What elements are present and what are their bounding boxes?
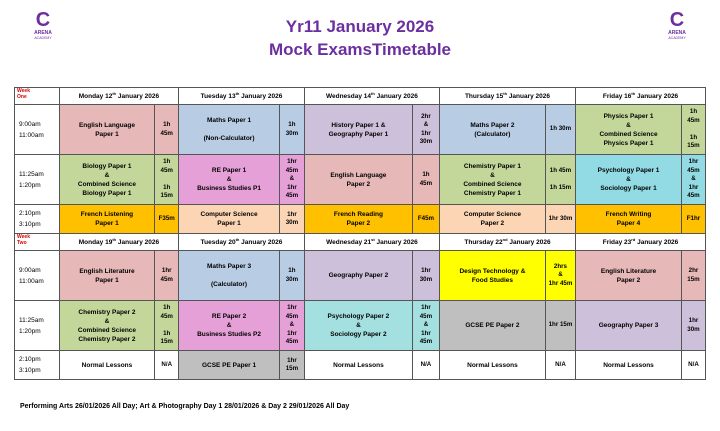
logo-subtext: ACADEMY (668, 36, 686, 40)
cell-line: 2hr (688, 267, 699, 274)
cell-line: Chemistry Paper 2 (78, 335, 136, 343)
exam-duration (682, 205, 706, 234)
cell-line: Chemistry Paper 2 (78, 308, 136, 316)
cell-line: 2hr (421, 112, 431, 120)
cell-line: 1hr (688, 317, 699, 324)
exam-duration (682, 251, 706, 301)
day-suffix: rd (631, 237, 636, 243)
cell-line: Paper 2 (616, 276, 641, 284)
cell-line: Biology Paper 1 (82, 162, 132, 170)
day-month: January 2026 (239, 93, 283, 101)
exam-duration (279, 301, 304, 351)
cell-line: Normal Lessons (467, 361, 518, 369)
exam-duration (279, 351, 304, 380)
logo-text: ARENA (34, 30, 52, 36)
cell-line: English Language (330, 171, 387, 179)
time-cell (15, 155, 60, 205)
day-suffix: th (371, 91, 375, 97)
logo-mark: C (35, 9, 51, 31)
cell-line: & (356, 322, 361, 329)
exam-subject (576, 155, 682, 205)
cell-line: F1hr (686, 214, 701, 222)
cell-line: N/A (688, 360, 699, 368)
cell-line: GCSE PE Paper 2 (465, 322, 520, 329)
cell-line: 45m (285, 312, 299, 320)
cell-line: One (17, 94, 27, 100)
cell-line: 11:25am (19, 316, 44, 324)
cell-line: 15m (160, 192, 173, 200)
week-header-row (15, 88, 706, 105)
cell-line: 30m (285, 275, 299, 283)
exam-duration (155, 205, 179, 234)
day-suffix: th (503, 91, 508, 97)
cell-line: 2hrs (553, 262, 567, 270)
cell-line: 1hr (421, 267, 431, 274)
exam-duration (155, 251, 179, 301)
exam-subject (179, 155, 280, 205)
exam-subject (439, 351, 545, 380)
cell-line: Two (17, 240, 27, 246)
day-header (576, 88, 706, 105)
exam-subject (576, 301, 682, 351)
cell-line: 3:10pm (19, 367, 41, 374)
exam-subject (59, 351, 155, 380)
cell-line: 30m (419, 275, 433, 283)
cell-line: RE Paper 2 (211, 313, 247, 320)
cell-line: 30m (419, 138, 433, 145)
cell-line: & (289, 175, 295, 183)
cell-line: 1hr 30m (548, 214, 573, 222)
day-month: January 2026 (374, 239, 418, 247)
exam-duration (412, 155, 439, 205)
cell-line: N/A (161, 360, 173, 368)
cell-line: Paper 1 (95, 220, 119, 227)
cell-line: Combined Science (599, 130, 658, 138)
cell-line: 11:00am (19, 277, 44, 285)
exam-subject (439, 301, 545, 351)
logo-text: ARENA (668, 30, 686, 36)
cell-line: 1h (163, 183, 171, 191)
cell-line: 1h (689, 133, 698, 141)
cell-line: 45m (419, 179, 433, 187)
day-header (439, 88, 575, 105)
exam-duration (279, 251, 304, 301)
day-month: January 2026 (116, 93, 160, 101)
exam-duration (412, 251, 439, 301)
cell-line: & (104, 171, 110, 179)
logo-mark: C (669, 9, 685, 31)
cell-line: 1h 15m (549, 183, 572, 191)
cell-line: Business Studies P2 (197, 331, 262, 338)
cell-line: Chemistry Paper 1 (463, 189, 521, 197)
slot-row (15, 301, 706, 351)
slot-row (15, 351, 706, 380)
cell-line: 15m (687, 275, 700, 283)
cell-line: N/A (555, 360, 566, 368)
cell-line: & (289, 321, 295, 329)
day-header (59, 88, 178, 105)
cell-line: Normal Lessons (333, 361, 384, 369)
cell-line: Physics Paper 1 (603, 139, 654, 147)
cell-line: Psychology Paper 1 (597, 167, 660, 174)
exam-subject (576, 105, 682, 155)
timetable (14, 87, 706, 380)
day-suffix: th (235, 91, 240, 97)
cell-line: 1hr (161, 267, 172, 274)
day-month: January 2026 (635, 93, 679, 101)
exam-subject (179, 251, 280, 301)
footer-note: Performing Arts 26/01/2026 All Day; Art & Photography Day 1 28/01/2026 & Day 2 29/01/2026 All Day (20, 403, 350, 410)
cell-line: Computer Science (200, 211, 258, 218)
day-name: Friday 16 (602, 93, 632, 101)
day-suffix: th (631, 91, 636, 97)
cell-line: Geography Paper 1 (328, 130, 389, 138)
day-month: January 2026 (507, 239, 551, 247)
cell-line: 9:00am (19, 120, 41, 128)
day-month: January 2026 (507, 93, 551, 101)
cell-line: 1h (288, 267, 296, 274)
cell-line: 9:00am (19, 266, 41, 274)
exam-duration (545, 105, 575, 155)
cell-line: Maths Paper 3 (207, 263, 252, 270)
exam-duration (412, 351, 439, 380)
exam-duration (412, 105, 439, 155)
cell-line: 2:10pm (19, 356, 41, 363)
page-title: Yr11 January 2026 (285, 17, 435, 36)
exam-duration (279, 155, 304, 205)
cell-line: RE Paper 1 (211, 167, 247, 174)
cell-line: 45m (160, 129, 173, 137)
week-label (15, 234, 60, 251)
exam-duration (682, 155, 706, 205)
cell-line: (Calculator) (474, 130, 511, 138)
cell-line: Combined Science (77, 326, 137, 334)
exam-subject (59, 205, 155, 234)
cell-line: 30m (285, 129, 299, 137)
day-name: Thursday 22 (464, 239, 503, 247)
cell-line: 45m (687, 192, 700, 200)
cell-line: 1h (288, 121, 296, 128)
slot-row (15, 205, 706, 234)
cell-line: 30m (285, 219, 299, 226)
cell-line: 1hr (287, 304, 297, 312)
cell-line: 45m (285, 166, 299, 174)
cell-line: 1h (163, 304, 171, 312)
cell-line: & (626, 176, 631, 183)
day-name: Monday 12 (78, 93, 113, 101)
cell-line: 45m (687, 166, 700, 174)
cell-line: 45m (160, 166, 173, 174)
slot-row (15, 251, 706, 301)
time-cell (15, 105, 60, 155)
exam-duration (545, 155, 575, 205)
cell-line: 1hr (421, 129, 431, 137)
cell-line: 30m (687, 325, 700, 333)
cell-line: Food Studies (471, 276, 513, 284)
page-subtitle: Mock ExamsTimetable (268, 40, 452, 59)
logo-subtext: ACADEMY (34, 36, 52, 40)
exam-subject (179, 205, 280, 234)
cell-line: 1hr (688, 183, 699, 191)
cell-line: 1hr (287, 210, 297, 218)
cell-line: 1hr (688, 158, 699, 166)
cell-line: Chemistry Paper 1 (463, 162, 521, 170)
day-name: Friday 23 (602, 239, 632, 247)
cell-line: F45m (417, 214, 435, 222)
exam-subject (304, 105, 412, 155)
cell-line: 1hr (421, 329, 431, 337)
exam-subject (179, 301, 280, 351)
cell-line: English Literature (79, 267, 135, 275)
day-header (179, 88, 305, 105)
exam-duration (279, 105, 304, 155)
exam-duration (682, 105, 706, 155)
exam-subject (59, 301, 155, 351)
cell-line: 1h 45m (549, 166, 572, 174)
exam-subject (304, 301, 412, 351)
cell-line: 1hr (287, 183, 297, 191)
slot-row (15, 105, 706, 155)
cell-line: 45m (285, 192, 299, 200)
cell-line: Week (17, 234, 30, 240)
exam-subject (59, 105, 155, 155)
cell-line: 1h (163, 158, 171, 166)
cell-line: Paper 1 (217, 220, 241, 227)
cell-line: & (423, 321, 429, 329)
cell-line: & (423, 121, 429, 128)
day-header (576, 234, 706, 251)
day-suffix: st (371, 237, 375, 243)
cell-line: Sociology Paper 1 (600, 185, 657, 192)
exam-duration (545, 301, 575, 351)
exam-subject (576, 351, 682, 380)
time-cell (15, 351, 60, 380)
cell-line: Paper 1 (95, 130, 119, 138)
cell-line: Paper 1 (95, 276, 119, 284)
cell-line: GCSE PE Paper 1 (201, 361, 257, 369)
cell-line: (Non-Calculator) (203, 135, 255, 142)
day-name: Monday 19 (78, 239, 113, 247)
day-month: January 2026 (239, 239, 283, 247)
week-label (15, 88, 60, 105)
cell-line: English Literature (600, 267, 657, 275)
cell-line: 3:10pm (19, 221, 41, 228)
slot-row (15, 155, 706, 205)
day-header (304, 234, 439, 251)
day-name: Wednesday 14 (325, 93, 372, 101)
cell-line: 45m (419, 312, 433, 320)
cell-line: 1h (689, 108, 698, 116)
exam-duration (412, 301, 439, 351)
cell-line: 15m (687, 142, 700, 150)
day-name: Thursday 15 (464, 93, 504, 101)
exam-subject (304, 351, 412, 380)
cell-line: 1hr 15m (548, 321, 573, 329)
cell-line: & (226, 322, 232, 329)
cell-line: 45m (160, 312, 173, 320)
cell-line: 1hr (421, 304, 431, 312)
day-header (304, 88, 439, 105)
time-cell (15, 301, 60, 351)
exam-subject (439, 205, 545, 234)
cell-line: French Writing (605, 211, 652, 218)
cell-line: Maths Paper 1 (207, 117, 252, 124)
cell-line: 45m (687, 116, 700, 124)
exam-duration (545, 205, 575, 234)
exam-subject (439, 105, 545, 155)
exam-subject (59, 251, 155, 301)
cell-line: Combined Science (463, 180, 522, 188)
cell-line: History Paper 1 & (331, 121, 386, 129)
exam-duration (682, 301, 706, 351)
cell-line: Week (17, 88, 30, 94)
cell-line: Physics Paper 1 (603, 112, 654, 120)
cell-line: 11:00am (19, 131, 44, 139)
exam-subject (304, 205, 412, 234)
cell-line: 2:10pm (19, 210, 41, 217)
exam-duration (682, 351, 706, 380)
cell-line: Sociology Paper 2 (330, 331, 387, 338)
cell-line: & (558, 271, 563, 279)
cell-line: Combined Science (77, 180, 137, 188)
cell-line: 1h (163, 121, 171, 128)
cell-line: 1h 30m (549, 125, 572, 133)
cell-line: F35m (158, 214, 175, 222)
exam-subject (179, 105, 280, 155)
exam-subject (576, 251, 682, 301)
cell-line: Paper 2 (346, 180, 371, 188)
cell-line: & (226, 176, 232, 183)
day-suffix: th (112, 237, 117, 243)
cell-line: Design Technology & (459, 267, 526, 275)
cell-line: Paper 4 (616, 220, 641, 227)
time-cell (15, 251, 60, 301)
exam-duration (545, 251, 575, 301)
cell-line: 15m (285, 365, 299, 372)
cell-line: 1hr (287, 329, 297, 337)
cell-line: 45m (419, 338, 433, 346)
cell-line: Business Studies P1 (197, 185, 262, 192)
cell-line: 11:25am (19, 170, 44, 178)
exam-subject (439, 155, 545, 205)
exam-duration (155, 301, 179, 351)
cell-line: 45m (285, 338, 299, 346)
exam-subject (179, 351, 280, 380)
cell-line: 15m (160, 338, 173, 346)
day-suffix: nd (502, 237, 508, 243)
cell-line: English Language (78, 121, 135, 129)
cell-line: Normal Lessons (81, 361, 133, 369)
cell-line: 1:20pm (19, 181, 41, 189)
cell-line: 1hr (287, 158, 297, 166)
exam-duration (155, 351, 179, 380)
cell-line: Geography Paper 2 (328, 272, 389, 279)
exam-duration (155, 155, 179, 205)
day-month: January 2026 (116, 239, 160, 247)
day-name: Wednesday 21 (326, 239, 372, 247)
cell-line: (Calculator) (210, 281, 248, 288)
cell-line: Psychology Paper 2 (327, 313, 390, 320)
exam-subject (304, 155, 412, 205)
day-name: Tuesday 13 (200, 93, 236, 101)
cell-line: & (626, 121, 631, 129)
day-header (179, 234, 305, 251)
day-suffix: th (112, 91, 117, 97)
day-suffix: th (235, 237, 240, 243)
cell-line: French Listening (80, 211, 134, 218)
day-month: January 2026 (635, 239, 679, 247)
cell-line: Paper 2 (480, 220, 505, 227)
cell-line: N/A (420, 360, 432, 368)
cell-line: 1:20pm (19, 327, 41, 335)
day-name: Tuesday 20 (200, 239, 236, 247)
exam-duration (279, 205, 304, 234)
day-header (59, 234, 178, 251)
day-header (439, 234, 575, 251)
cell-line: Maths Paper 2 (470, 121, 515, 129)
week-header-row (15, 234, 706, 251)
exam-duration (155, 105, 179, 155)
exam-subject (439, 251, 545, 301)
cell-line: & (691, 175, 696, 183)
exam-subject (304, 251, 412, 301)
exam-subject (59, 155, 155, 205)
exam-subject (576, 205, 682, 234)
cell-line: & (490, 171, 495, 179)
cell-line: 1h (422, 171, 430, 178)
time-cell (15, 205, 60, 234)
cell-line: 1h (163, 329, 171, 337)
day-month: January 2026 (374, 93, 418, 101)
exam-duration (545, 351, 575, 380)
cell-line: Normal Lessons (603, 361, 654, 369)
cell-line: Paper 2 (346, 220, 371, 227)
cell-line: French Reading (333, 211, 383, 218)
cell-line: Computer Science (463, 211, 521, 218)
cell-line: & (104, 317, 110, 325)
cell-line: Geography Paper 3 (598, 322, 659, 329)
exam-duration (412, 205, 439, 234)
cell-line: 1hr (287, 356, 297, 364)
cell-line: Biology Paper 1 (82, 189, 132, 197)
cell-line: 1hr 45m (548, 279, 573, 287)
cell-line: 45m (160, 275, 173, 283)
